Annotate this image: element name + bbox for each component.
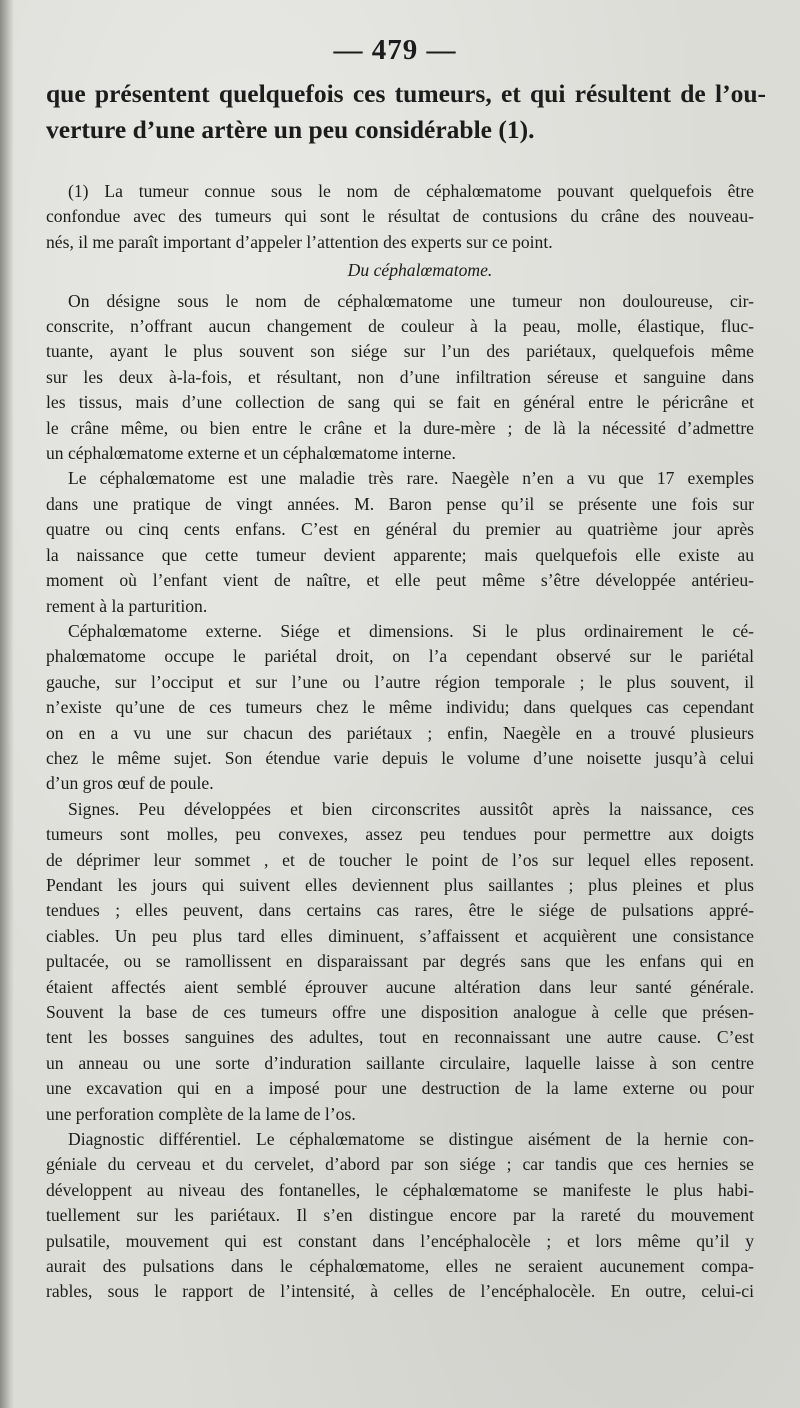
lead-line: verture d’une artère un peu considérable (1).: [46, 115, 535, 144]
paragraph-line: Signes. Peu développées et bien circonscrites aussitôt après la naissance, ces: [68, 798, 754, 819]
paragraph-line: étaient affectés aient semblé éprouver aucune altération dans leur santé générale.: [46, 976, 754, 997]
paragraph-line: Céphalœmatome externe. Siége et dimensions. Si le plus ordinairement le cé-: [68, 620, 754, 641]
paragraph-line: on en a vu une sur chacun des pariétaux ; enfin, Naegèle en a trouvé plusieurs: [46, 722, 754, 743]
paragraph-line: Souvent la base de ces tumeurs offre une disposition analogue à celle que présen-: [46, 1002, 754, 1022]
paragraph-line: gauche, sur l’occiput et sur l’une ou l’autre région temporale ; le plus souvent, il: [46, 671, 754, 692]
paragraph-line: n’existe qu’une de ces tumeurs chez le même individu; dans quelques cas cependant: [46, 697, 754, 718]
paragraph-line: un anneau ou une sorte d’induration saillante circulaire, laquelle laisse à son centre: [46, 1052, 754, 1073]
footnote-line: (1) La tumeur connue sous le nom de céphalœmatome pouvant quelquefois être: [68, 181, 754, 201]
paragraph-line: pulsatile, mouvement qui est constant dans l’encéphalocèle ; et lors même qu’il y: [46, 1230, 754, 1251]
paragraph-line: ciables. Un peu plus tard elles diminuent, s’affaissent et acquièrent une consistance: [46, 925, 754, 946]
page-number: — 479 —: [333, 34, 457, 66]
paragraph-line: de déprimer leur sommet , et de toucher le point de l’os sur lequel elles reposent.: [46, 849, 754, 870]
footnote-line: nés, il me paraît important d’appeler l’attention des experts sur ce point.: [46, 231, 553, 252]
lead-text: [46, 76, 766, 148]
paragraph: [46, 289, 754, 467]
paragraph-line: une excavation qui en a imposé pour une destruction de la lame externe ou pour: [46, 1078, 754, 1099]
paragraph-line: On désigne sous le nom de céphalœmatome une tumeur non douloureuse, cir-: [68, 290, 754, 311]
paragraph-line: le crâne même, ou bien entre le crâne et la dure-mère ; de là la nécessité d’admettre: [46, 417, 754, 438]
paragraph-line: un céphalœmatome externe et un céphalœmatome interne.: [46, 443, 456, 464]
paragraph-line: quatre ou cinq cents enfans. C’est en général du premier au quatrième jour après: [46, 519, 754, 540]
paragraph: [46, 619, 754, 797]
paragraph-line: une perforation complète de la lame de l’os.: [46, 1103, 356, 1124]
paragraph-line: les tissus, mais d’une collection de sang qui se fait en général entre le péricrâne et: [46, 392, 754, 413]
paragraph-line: développent au niveau des fontanelles, le céphalœmatome se manifeste le plus habi-: [46, 1179, 754, 1200]
paragraph-line: dans une pratique de vingt années. M. Baron pense qu’il se présente une fois sur: [46, 493, 754, 514]
paragraph-line: géniale du cerveau et du cervelet, d’abord par son siége ; car tandis que ces hernies se: [46, 1154, 754, 1175]
paragraph-line: tumeurs sont molles, peu convexes, assez peu tendues pour permettre aux doigts: [46, 824, 754, 845]
paragraph: [46, 797, 754, 1127]
paragraph-line: la naissance que cette tumeur devient apparente; mais quelquefois elle existe au: [46, 544, 754, 565]
paragraph-line: Le céphalœmatome est une maladie très rare. Naegèle n’en a vu que 17 exemples: [68, 468, 754, 489]
section-heading: Du céphalœmatome.: [347, 260, 493, 281]
paragraph-line: Diagnostic différentiel. Le céphalœmatome se distingue aisément de la hernie con-: [68, 1129, 754, 1150]
paragraph-line: moment où l’enfant vient de naître, et elle peut même s’être développée antérieu-: [46, 570, 754, 591]
footnote: [46, 179, 754, 1305]
paragraph: [46, 1127, 754, 1305]
page-binding-edge: [0, 0, 14, 1408]
paragraph-line: tuante, ayant le plus souvent son siége sur l’un des pariétaux, quelquefois même: [46, 341, 754, 362]
paragraph-line: phalœmatome occupe le pariétal droit, on l’a cependant observé sur le pariétal: [46, 646, 754, 667]
paragraph-line: pultacée, ou se ramollissent en disparaissant par degrés sans que les enfans qui en: [46, 951, 754, 972]
paragraph-line: tendues ; elles peuvent, dans certains cas rares, être le siége de pulsations appré-: [46, 900, 754, 921]
paragraph: [46, 466, 754, 618]
paragraph-line: tuellement sur les pariétaux. Il s’en distingue encore par la rareté du mouvement: [46, 1205, 754, 1226]
paragraph-line: tent les bosses sanguines des adultes, tout en reconnaissant une autre cause. C’est: [46, 1027, 754, 1048]
paragraph-line: rables, sous le rapport de l’intensité, à celles de l’encéphalocèle. En outre, celui-ci: [46, 1281, 754, 1302]
paragraph-line: sur les deux à-la-fois, et résultant, non d’une infiltration séreuse et sanguine dans: [46, 366, 754, 387]
footnote-line: confondue avec des tumeurs qui sont le résultat de contusions du crâne des nouveau-: [46, 206, 754, 227]
paragraph-line: chez le même sujet. Son étendue varie depuis le volume d’une noisette jusqu’à celui: [46, 747, 754, 768]
paragraph-line: d’un gros œuf de poule.: [46, 773, 214, 794]
paragraph-line: Pendant les jours qui suivent elles deviennent plus saillantes ; plus pleines et plus: [46, 874, 754, 895]
paragraph-line: conscrite, n’offrant aucun changement de couleur à la peau, molle, élastique, fluc-: [46, 316, 754, 337]
paragraph-line: rement à la parturition.: [46, 595, 208, 616]
lead-line: que présentent quelquefois ces tumeurs, et qui résultent de l’ou-: [46, 79, 766, 108]
paragraph-line: aurait des pulsations dans le céphalœmatome, elles ne seraient aucunement compa-: [46, 1256, 754, 1277]
